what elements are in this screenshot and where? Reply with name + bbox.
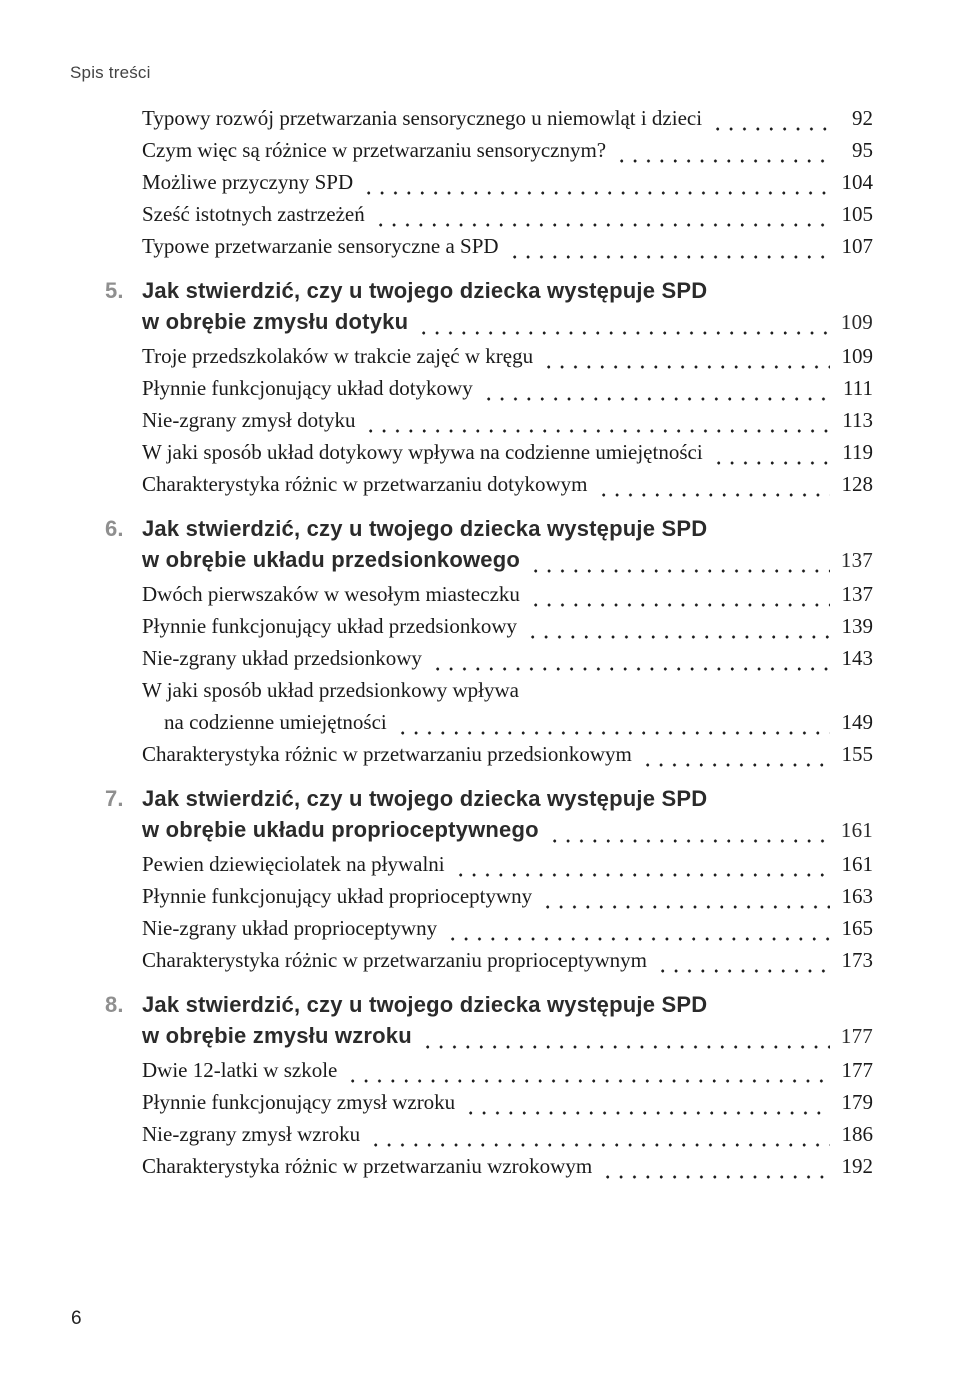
- dot-leader: [526, 633, 830, 639]
- dot-leader: [482, 395, 830, 401]
- chapter-page-number: 137: [840, 548, 873, 572]
- chapter-page-number: 109: [840, 310, 873, 334]
- dot-leader: [369, 1141, 830, 1147]
- dot-leader: [711, 125, 830, 131]
- toc-entry-page-number: 92: [852, 106, 873, 130]
- toc-entry: [142, 1122, 873, 1154]
- dot-leader: [541, 903, 830, 909]
- toc-entry-title: Dwie 12-latki w szkole: [142, 1058, 338, 1082]
- toc-entry-title: Charakterystyka różnic w przetwarzaniu proprioceptywnym: [142, 948, 647, 972]
- toc-entry-page-number: 107: [841, 234, 873, 258]
- dot-leader: [346, 1077, 830, 1083]
- dot-leader: [615, 157, 830, 163]
- toc-entry: [142, 948, 873, 980]
- toc-entry-title: Troje przedszkolaków w trakcie zajęć w kręgu: [142, 344, 534, 368]
- toc-entry-title: Nie-zgrany układ proprioceptywny: [142, 916, 438, 940]
- chapter-title-continued: w obrębie zmysłu wzroku: [142, 1023, 412, 1048]
- dot-leader: [364, 427, 830, 433]
- chapter-number: 6.: [105, 516, 124, 541]
- toc-entry-page-number: 113: [842, 408, 873, 432]
- toc-entry-page-number: 179: [841, 1090, 873, 1114]
- chapter-title-continued: w obrębie układu przedsionkowego: [142, 547, 521, 572]
- toc-entry-title: Nie-zgrany zmysł wzroku: [142, 1122, 361, 1146]
- toc-entry: [142, 344, 873, 376]
- toc-entry-title: Typowe przetwarzanie sensoryczne a SPD: [142, 234, 499, 258]
- dot-leader: [417, 329, 830, 335]
- chapter-heading-line2: [142, 1023, 873, 1056]
- dot-leader: [464, 1109, 830, 1115]
- dot-leader: [362, 189, 830, 195]
- toc-entry-title-continued: na codzienne umiejętności: [164, 710, 387, 734]
- toc-entry: [142, 170, 873, 202]
- chapter-heading-line1: [105, 278, 873, 309]
- toc-entry-title: Typowy rozwój przetwarzania sensorycznego u niemowląt i dzieci: [142, 106, 703, 130]
- dot-leader: [508, 253, 830, 259]
- toc-entry: [142, 646, 873, 678]
- dot-leader: [641, 761, 830, 767]
- toc-entry: [142, 614, 873, 646]
- toc-entry-page-number: 105: [841, 202, 873, 226]
- chapter-heading-line1: [105, 516, 873, 547]
- toc-entry: [142, 742, 873, 774]
- chapter-title: Jak stwierdzić, czy u twojego dziecka występuje SPD: [142, 786, 708, 811]
- toc-entry-title: Płynnie funkcjonujący układ przedsionkowy: [142, 614, 518, 638]
- toc-entry: [142, 408, 873, 440]
- toc-entry-wrapped-line2: [142, 710, 873, 742]
- chapter-heading-line1: [105, 992, 873, 1023]
- chapter-title: Jak stwierdzić, czy u twojego dziecka występuje SPD: [142, 516, 708, 541]
- chapter-heading-line1: [105, 786, 873, 817]
- toc-entry-title: Płynnie funkcjonujący układ dotykowy: [142, 376, 473, 400]
- chapter-heading-line2: [142, 309, 873, 342]
- toc-entry-page-number: 161: [841, 852, 873, 876]
- dot-leader: [421, 1043, 830, 1049]
- chapter-entries: [142, 1058, 873, 1186]
- toc-entry-page-number: 104: [841, 170, 873, 194]
- toc-entry-title: Płynnie funkcjonujący zmysł wzroku: [142, 1090, 456, 1114]
- toc-entry-page-number: 128: [841, 472, 873, 496]
- chapter-title-continued: w obrębie układu proprioceptywnego: [142, 817, 539, 842]
- chapter-entries: [142, 852, 873, 980]
- dot-leader: [529, 601, 830, 607]
- toc-entry: [142, 138, 873, 170]
- toc-entry-title: Pewien dziewięciolatek na pływalni: [142, 852, 445, 876]
- toc-entry-title: Czym więc są różnice w przetwarzaniu sensorycznym?: [142, 138, 607, 162]
- toc-entry-page-number: 111: [843, 376, 873, 400]
- chapter-title: Jak stwierdzić, czy u twojego dziecka występuje SPD: [142, 278, 708, 303]
- dot-leader: [454, 871, 830, 877]
- toc-entry: [142, 472, 873, 504]
- chapter-heading-line2: [142, 547, 873, 580]
- toc-entry: [142, 1154, 873, 1186]
- dot-leader: [597, 491, 830, 497]
- running-header: Spis treści: [70, 63, 151, 82]
- toc-entry-title: W jaki sposób układ przedsionkowy wpływa: [142, 678, 519, 702]
- dot-leader: [548, 837, 830, 843]
- dot-leader: [446, 935, 830, 941]
- toc-entry: [142, 440, 873, 472]
- toc-entry: [142, 884, 873, 916]
- toc-entry-page-number: 137: [841, 582, 873, 606]
- toc-entry-title: W jaki sposób układ dotykowy wpływa na codzienne umiejętności: [142, 440, 703, 464]
- chapter-7-block: [105, 786, 873, 980]
- toc-entry-page-number: 186: [841, 1122, 873, 1146]
- toc-entry: [142, 1058, 873, 1090]
- chapter-entries: [142, 344, 873, 504]
- chapter-6-block: [105, 516, 873, 774]
- toc-entry-page-number: 177: [841, 1058, 873, 1082]
- toc-entry-title: Dwóch pierwszaków w wesołym miasteczku: [142, 582, 520, 606]
- toc-entry-title: Charakterystyka różnic w przetwarzaniu wzrokowym: [142, 1154, 593, 1178]
- toc-entry-title: Charakterystyka różnic w przetwarzaniu przedsionkowym: [142, 742, 632, 766]
- toc-entry: [142, 916, 873, 948]
- toc-entry: [142, 1090, 873, 1122]
- chapter-heading-line2: [142, 817, 873, 850]
- toc-entry: [142, 376, 873, 408]
- chapter-entries: [142, 582, 873, 774]
- toc-entry-title: Sześć istotnych zastrzeżeń: [142, 202, 365, 226]
- toc-entry-page-number: 155: [841, 742, 873, 766]
- dot-leader: [431, 665, 830, 671]
- toc-entry-title: Nie-zgrany układ przedsionkowy: [142, 646, 422, 670]
- toc-entry: [142, 202, 873, 234]
- chapter-title: Jak stwierdzić, czy u twojego dziecka występuje SPD: [142, 992, 708, 1017]
- toc-entry-title: Płynnie funkcjonujący układ proprioceptywny: [142, 884, 533, 908]
- dot-leader: [656, 967, 830, 973]
- toc-entry-page-number: 163: [841, 884, 873, 908]
- toc-entry-wrapped-line1: [142, 678, 873, 710]
- dot-leader: [712, 459, 830, 465]
- table-of-contents: [105, 106, 873, 1186]
- chapter-page-number: 177: [840, 1024, 873, 1048]
- toc-entry-title: Możliwe przyczyny SPD: [142, 170, 354, 194]
- toc-entry: [142, 852, 873, 884]
- toc-entry-page-number: 109: [841, 344, 873, 368]
- toc-entry-page-number: 95: [852, 138, 873, 162]
- chapter-page-number: 161: [840, 818, 873, 842]
- chapter-number: 7.: [105, 786, 124, 811]
- toc-entry-page-number: 119: [842, 440, 873, 464]
- toc-entry-page-number: 143: [841, 646, 873, 670]
- chapter-number: 8.: [105, 992, 124, 1017]
- toc-entry-page-number: 192: [841, 1154, 873, 1178]
- dot-leader: [542, 363, 830, 369]
- folio-page-number: 6: [71, 1308, 82, 1329]
- toc-entry: [142, 582, 873, 614]
- toc-entry-page-number: 139: [841, 614, 873, 638]
- dot-leader: [529, 567, 830, 573]
- chapter-8-block: [105, 992, 873, 1186]
- chapter-5-block: [105, 278, 873, 504]
- dot-leader: [374, 221, 830, 227]
- dot-leader: [601, 1173, 830, 1179]
- chapter-number: 5.: [105, 278, 124, 303]
- toc-entry-page-number: 173: [841, 948, 873, 972]
- toc-entry-page-number: 149: [841, 710, 873, 734]
- toc-entry: [142, 234, 873, 266]
- dot-leader: [396, 729, 830, 735]
- toc-entry-title: Nie-zgrany zmysł dotyku: [142, 408, 356, 432]
- toc-entry: [142, 106, 873, 138]
- toc-entry-page-number: 165: [841, 916, 873, 940]
- toc-entry-title: Charakterystyka różnic w przetwarzaniu dotykowym: [142, 472, 588, 496]
- chapter-title-continued: w obrębie zmysłu dotyku: [142, 309, 409, 334]
